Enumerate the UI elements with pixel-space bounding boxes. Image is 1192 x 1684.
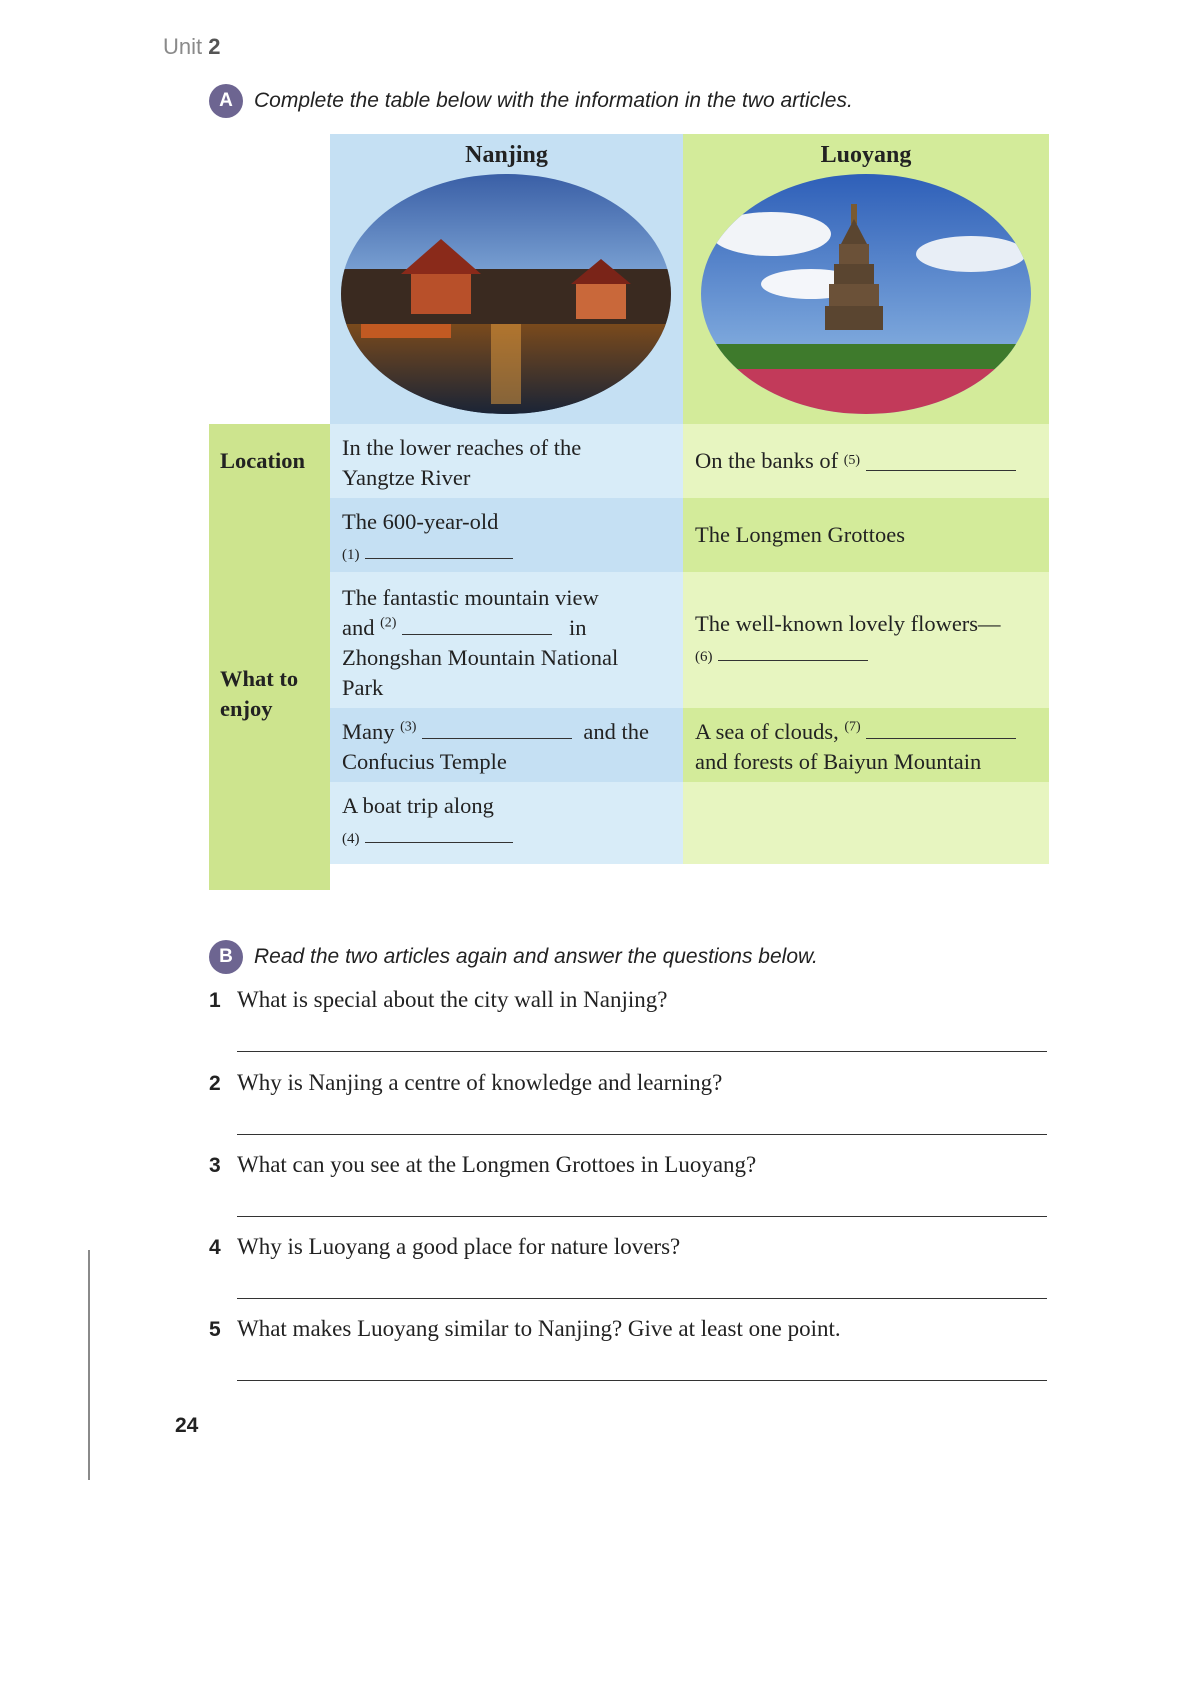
nanjing-photo	[341, 174, 671, 414]
question-2: 2 Why is Nanjing a centre of knowledge and learning?	[209, 1070, 723, 1095]
header-luoyang: Luoyang	[683, 134, 1049, 424]
answer-line-1[interactable]	[237, 1051, 1047, 1052]
question-4: 4 Why is Luoyang a good place for nature lovers?	[209, 1234, 681, 1259]
header-nanjing: Nanjing	[330, 134, 683, 424]
enjoy-row-4-luoyang	[683, 782, 1049, 864]
section-a-heading	[209, 84, 853, 118]
blank-3[interactable]	[422, 720, 572, 739]
margin-line	[88, 1250, 90, 1480]
blank-6[interactable]	[718, 642, 868, 661]
comparison-table	[209, 134, 1049, 890]
row-label-what-to-enjoy: What to enjoy	[209, 498, 330, 890]
answer-line-2[interactable]	[237, 1134, 1047, 1135]
enjoy-row-3-nanjing: Many $^{(3)}$ and the Confucius Temple	[330, 708, 683, 782]
enjoy-row-4-nanjing: A boat trip along (4)	[330, 782, 683, 864]
enjoy-row-2-luoyang: The well-known lovely flowers— (6)	[683, 572, 1049, 708]
nanjing-location: In the lower reaches of the Yangtze River	[330, 424, 683, 498]
section-b-heading	[209, 940, 818, 974]
enjoy-row-1-nanjing: The 600-year-old (1)	[330, 498, 683, 572]
page-number: 24	[175, 1414, 199, 1437]
luoyang-photo	[701, 174, 1031, 414]
enjoy-row-3-luoyang: A sea of clouds, $^{(7)}$ and forests of Baiyun Mountain	[683, 708, 1049, 782]
blank-7[interactable]	[866, 720, 1016, 739]
answer-line-4[interactable]	[237, 1298, 1047, 1299]
section-a-badge: A	[209, 84, 243, 118]
answer-line-3[interactable]	[237, 1216, 1047, 1217]
row-label-location: Location	[209, 424, 330, 498]
question-5: 5 What makes Luoyang similar to Nanjing? Give at least one point.	[209, 1316, 841, 1341]
unit-label: Unit 2	[163, 34, 221, 59]
section-b-instruction: Read the two articles again and answer the questions below.	[254, 945, 818, 968]
blank-1[interactable]	[365, 540, 513, 559]
question-3: 3 What can you see at the Longmen Grottoes in Luoyang?	[209, 1152, 757, 1177]
luoyang-location: On the banks of (5)	[683, 424, 1049, 498]
answer-line-5[interactable]	[237, 1380, 1047, 1381]
section-a-instruction: Complete the table below with the information in the two articles.	[254, 89, 853, 112]
section-b-badge: B	[209, 940, 243, 974]
question-1: 1 What is special about the city wall in Nanjing?	[209, 987, 668, 1012]
enjoy-row-1-luoyang: The Longmen Grottoes	[683, 498, 1049, 572]
enjoy-row-2-nanjing: The fantastic mountain view and $^{(2)}$ in Zhongshan Mountain National Park	[330, 572, 683, 708]
blank-2[interactable]	[402, 616, 552, 635]
blank-5[interactable]	[866, 452, 1016, 471]
blank-4[interactable]	[365, 824, 513, 843]
